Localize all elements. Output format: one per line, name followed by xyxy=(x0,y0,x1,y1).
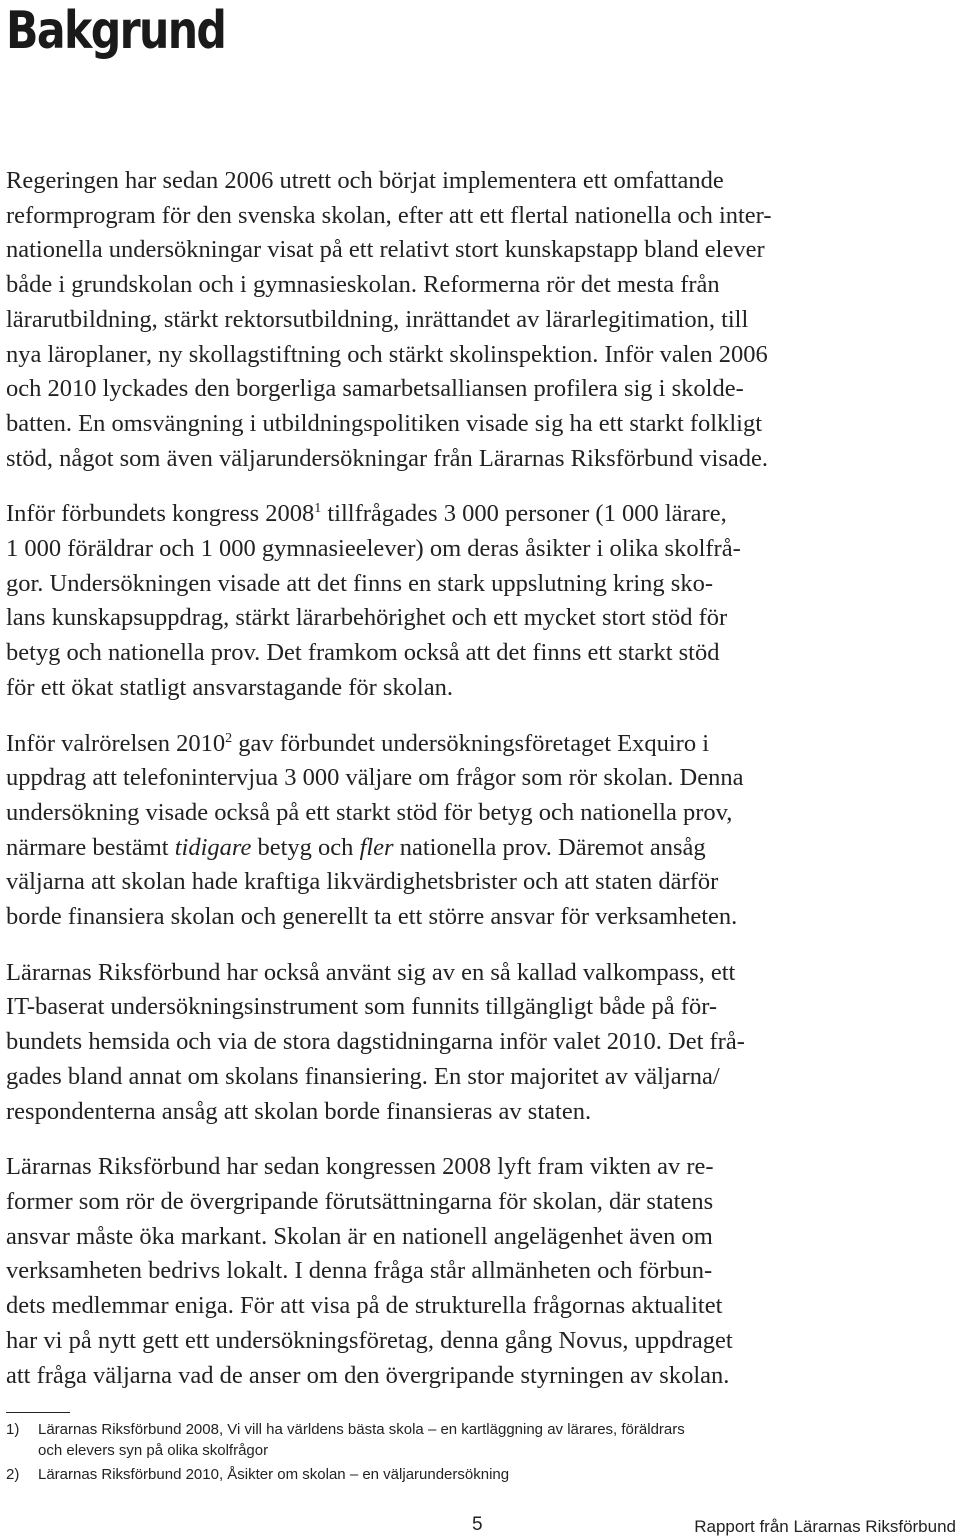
text-line: lärarutbildning, stärkt rektorsutbildning, inrättandet av lärarlegitimation, till xyxy=(6,305,749,333)
paragraph-1 xyxy=(6,164,956,476)
page-title: Bakgrund xyxy=(6,1,226,61)
text-fragment: nationella prov. Däremot ansåg xyxy=(393,833,706,861)
text-line: lans kunskapsuppdrag, stärkt lärarbehörighet och ett mycket stort stöd för xyxy=(6,604,728,632)
text-line: har vi på nytt gett ett undersökningsföretag, denna gång Novus, uppdraget xyxy=(6,1326,733,1354)
footnote-number: 2) xyxy=(6,1466,20,1483)
footnote-number: 1) xyxy=(6,1421,20,1438)
text-line: stöd, något som även väljarundersökningar från Lärarnas Riksförbund visade. xyxy=(6,444,769,472)
report-footer: Rapport från Lärarnas Riksförbund xyxy=(694,1517,956,1536)
text-line: Lärarnas Riksförbund har sedan kongressen 2008 lyft fram vikten av re- xyxy=(6,1153,714,1181)
footnote-ref-2[interactable]: 2 xyxy=(225,730,233,746)
footnote-line: Lärarnas Riksförbund 2010, Åsikter om skolan – en väljarundersökning xyxy=(38,1466,510,1483)
text-fragment: tillfrågades 3 000 personer (1 000 lärare, xyxy=(321,500,727,528)
footnote-line: och elevers syn på olika skolfrågor xyxy=(38,1442,269,1459)
text-line: Regeringen har sedan 2006 utrett och börjat implementera ett omfattande xyxy=(6,167,724,194)
text-line xyxy=(6,831,956,866)
paragraph-5 xyxy=(6,1150,956,1393)
text-line: verksamheten bedrivs lokalt. I denna fråga står allmänheten och förbun- xyxy=(6,1257,713,1285)
text-line: gades bland annat om skolans finansiering. En stor majoritet av väljarna/ xyxy=(6,1062,720,1090)
text-line: gor. Undersökningen visade att det finns en stark uppslutning kring sko- xyxy=(6,569,713,597)
text-fragment: Inför förbundets kongress 2008 xyxy=(6,500,315,528)
footnote-1 xyxy=(6,1419,956,1461)
text-fragment: gav förbundet undersökningsföretaget Exquiro i xyxy=(232,729,710,757)
text-line xyxy=(6,497,956,532)
emphasis-tidigare: tidigare xyxy=(174,833,252,861)
footnote-line: Lärarnas Riksförbund 2008, Vi vill ha världens bästa skola – en kartläggning av lärares, föräldrars xyxy=(38,1421,685,1438)
footnote-divider xyxy=(6,1412,70,1413)
footnote-text xyxy=(38,1464,956,1485)
text-line: IT-baserat undersökningsinstrument som funnits tillgängligt både på för- xyxy=(6,993,718,1021)
footnotes xyxy=(6,1419,956,1488)
text-line: borde finansiera skolan och generellt ta ett större ansvar för verksamheten. xyxy=(6,903,738,931)
footnote-2 xyxy=(6,1464,956,1485)
text-line xyxy=(6,727,956,762)
text-line: nationella undersökningar visat på ett relativt stort kunskapstapp bland elever xyxy=(6,236,765,264)
text-line: nya läroplaner, ny skollagstiftning och stärkt skolinspektion. Inför valen 2006 xyxy=(6,340,768,368)
text-line: undersökning visade också på ett starkt stöd för betyg och nationella prov, xyxy=(6,798,733,826)
text-line: Lärarnas Riksförbund har också använt sig av en så kallad valkompass, ett xyxy=(6,958,736,986)
paragraph-4 xyxy=(6,956,956,1130)
text-line: bundets hemsida och via de stora dagstidningarna inför valet 2010. Det frå- xyxy=(6,1028,745,1056)
paragraph-3 xyxy=(6,727,956,935)
text-line: att fråga väljarna vad de anser om den övergripande styrningen av skolan. xyxy=(6,1361,730,1389)
body-text xyxy=(6,164,956,1414)
text-line: uppdrag att telefonintervjua 3 000 väljare om frågor som rör skolan. Denna xyxy=(6,764,744,792)
footnote-text xyxy=(38,1419,956,1461)
footnote-ref-1[interactable]: 1 xyxy=(314,501,322,517)
emphasis-fler: fler xyxy=(359,833,394,861)
text-line: respondenterna ansåg att skolan borde finansieras av staten. xyxy=(6,1097,592,1125)
text-line: både i grundskolan och i gymnasieskolan. Reformerna rör det mesta från xyxy=(6,271,720,299)
text-line: dets medlemmar eniga. För att visa på de strukturella frågornas aktualitet xyxy=(6,1292,723,1320)
text-line: batten. En omsvängning i utbildningspolitiken visade sig ha ett starkt folkligt xyxy=(6,409,763,437)
text-line: och 2010 lyckades den borgerliga samarbetsalliansen profilera sig i skolde- xyxy=(6,375,744,403)
text-fragment: betyg och xyxy=(251,833,360,861)
text-line: för ett ökat statligt ansvarstagande för skolan. xyxy=(6,673,453,701)
text-fragment: närmare bestämt xyxy=(6,833,175,861)
text-fragment: Inför valrörelsen 2010 xyxy=(6,729,226,757)
text-line: former som rör de övergripande förutsättningarna för skolan, där statens xyxy=(6,1187,714,1215)
text-line: reformprogram för den svenska skolan, efter att ett flertal nationella och inter- xyxy=(6,201,772,229)
paragraph-2 xyxy=(6,497,956,705)
text-line: väljarna att skolan hade kraftiga likvärdighetsbrister och att staten därför xyxy=(6,868,719,896)
text-line: 1 000 föräldrar och 1 000 gymnasieelever) om deras åsikter i olika skolfrå- xyxy=(6,535,741,563)
text-line: ansvar måste öka markant. Skolan är en nationell angelägenhet även om xyxy=(6,1222,713,1250)
text-line: betyg och nationella prov. Det framkom också att det finns ett starkt stöd xyxy=(6,639,720,667)
page-number: 5 xyxy=(472,1514,483,1535)
